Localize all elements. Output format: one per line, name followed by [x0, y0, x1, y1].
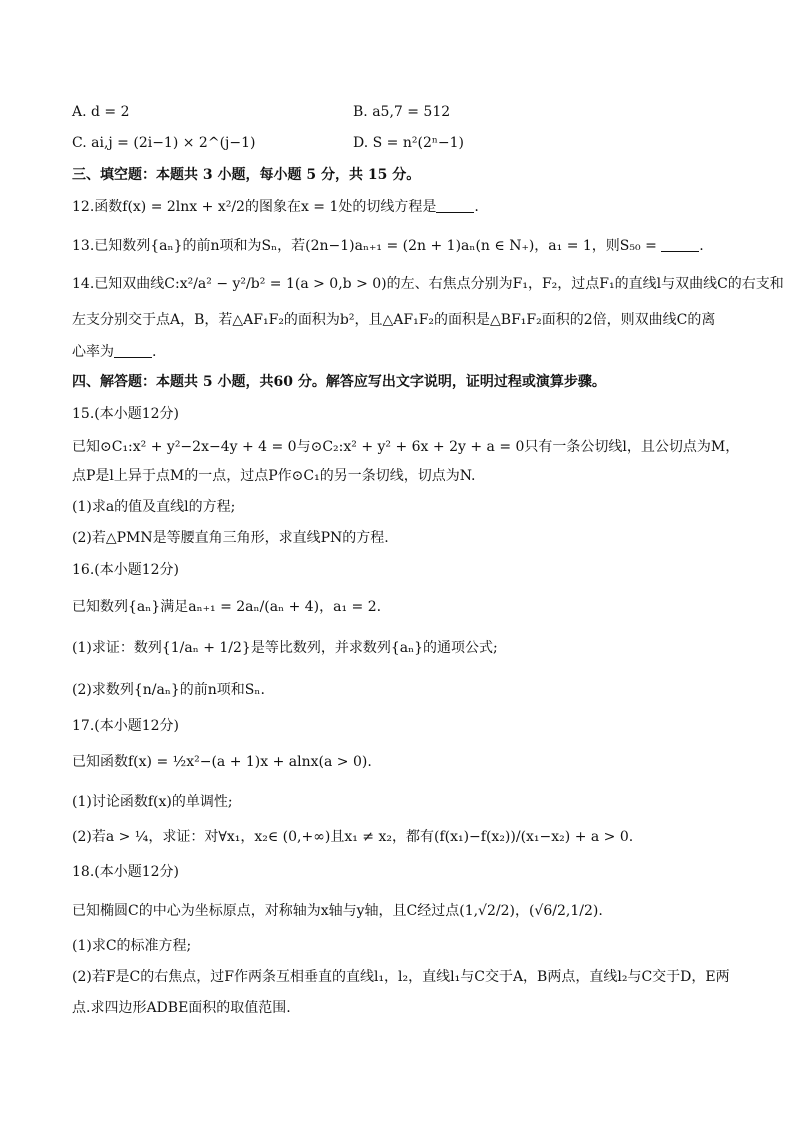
question-15-line1: 已知⊙C₁:x² + y²−2x−4y + 4 = 0与⊙C₂:x² + y² + 6x + 2y + a = 0只有一条公切线l，且公切点为M，	[72, 439, 740, 455]
question-16-part1: (1)求证：数列{1/aₙ + 1/2}是等比数列，并求数列{aₙ}的通项公式;	[72, 640, 498, 656]
answer-blank	[436, 198, 474, 213]
question-15-line2: 点P是l上异于点M的一点，过点P作⊙C₁的另一条切线，切点为N.	[72, 468, 476, 484]
question-12	[72, 197, 479, 217]
option-c: C. ai,j = (2i−1) × 2^(j−1)	[72, 135, 256, 151]
question-14-line3	[72, 342, 156, 362]
question-15-part1: (1)求a的值及直线l的方程;	[72, 499, 236, 515]
option-a: A. d = 2	[72, 104, 130, 120]
question-14-text: 心率为	[72, 344, 114, 360]
section3-title: 三、填空题：本题共 3 小题，每小题 5 分，共 15 分。	[72, 167, 421, 183]
question-18-part2-line2: 点.求四边形ADBE面积的取值范围.	[72, 1000, 291, 1016]
question-15-part2: (2)若△PMN是等腰直角三角形，求直线PN的方程.	[72, 530, 389, 546]
answer-blank	[661, 237, 699, 252]
question-18-line1: 已知椭圆C的中心为坐标原点，对称轴为x轴与y轴，且C经过点(1,√2/2)，(√6/2,1/2).	[72, 903, 603, 919]
question-15-header: 15.(本小题12分)	[72, 406, 180, 422]
question-14-tail: .	[152, 344, 157, 360]
question-13-tail: .	[699, 238, 704, 254]
question-13-text: 13.已知数列{aₙ}的前n项和为Sₙ，若(2n−1)aₙ₊₁ = (2n + 1)aₙ(n ∈ N₊)，a₁ = 1，则S₅₀ =	[72, 238, 657, 254]
question-12-text: 12.函数f(x) = 2lnx + x²/2的图象在x = 1处的切线方程是	[72, 199, 437, 215]
question-16-header: 16.(本小题12分)	[72, 562, 180, 578]
question-17-part1: (1)讨论函数f(x)的单调性;	[72, 794, 233, 810]
question-14-line2: 左支分别交于点A，B，若△AF₁F₂的面积为b²，且△AF₁F₂的面积是△BF₁F₂面积的2倍，则双曲线C的离	[72, 312, 716, 328]
question-14-line1: 14.已知双曲线C:x²/a² − y²/b² = 1(a > 0,b > 0)的左、右焦点分别为F₁，F₂，过点F₁的直线l与双曲线C的右支和	[72, 276, 784, 292]
question-16-line1: 已知数列{aₙ}满足aₙ₊₁ = 2aₙ/(aₙ + 4)，a₁ = 2.	[72, 599, 382, 615]
question-17-line1: 已知函数f(x) = ½x²−(a + 1)x + alnx(a > 0).	[72, 754, 372, 770]
question-12-tail: .	[474, 199, 479, 215]
section4-title: 四、解答题：本题共 5 小题，共60 分。解答应写出文字说明，证明过程或演算步骤。	[72, 374, 606, 390]
option-d: D. S = n²(2ⁿ−1)	[353, 135, 465, 151]
question-16-part2: (2)求数列{n/aₙ}的前n项和Sₙ.	[72, 682, 265, 698]
question-17-part2: (2)若a > ¼，求证：对∀x₁，x₂∈ (0,+∞)且x₁ ≠ x₂，都有(f(x₁)−f(x₂))/(x₁−x₂) + a > 0.	[72, 829, 634, 845]
question-18-header: 18.(本小题12分)	[72, 864, 180, 880]
answer-blank	[114, 343, 152, 358]
question-18-part1: (1)求C的标准方程;	[72, 938, 192, 954]
option-b: B. a5,7 = 512	[353, 104, 451, 120]
question-13	[72, 236, 704, 256]
question-18-part2-line1: (2)若F是C的右焦点，过F作两条互相垂直的直线l₁，l₂，直线l₁与C交于A，B两点，直线l₂与C交于D，E两	[72, 969, 730, 985]
question-17-header: 17.(本小题12分)	[72, 718, 180, 734]
